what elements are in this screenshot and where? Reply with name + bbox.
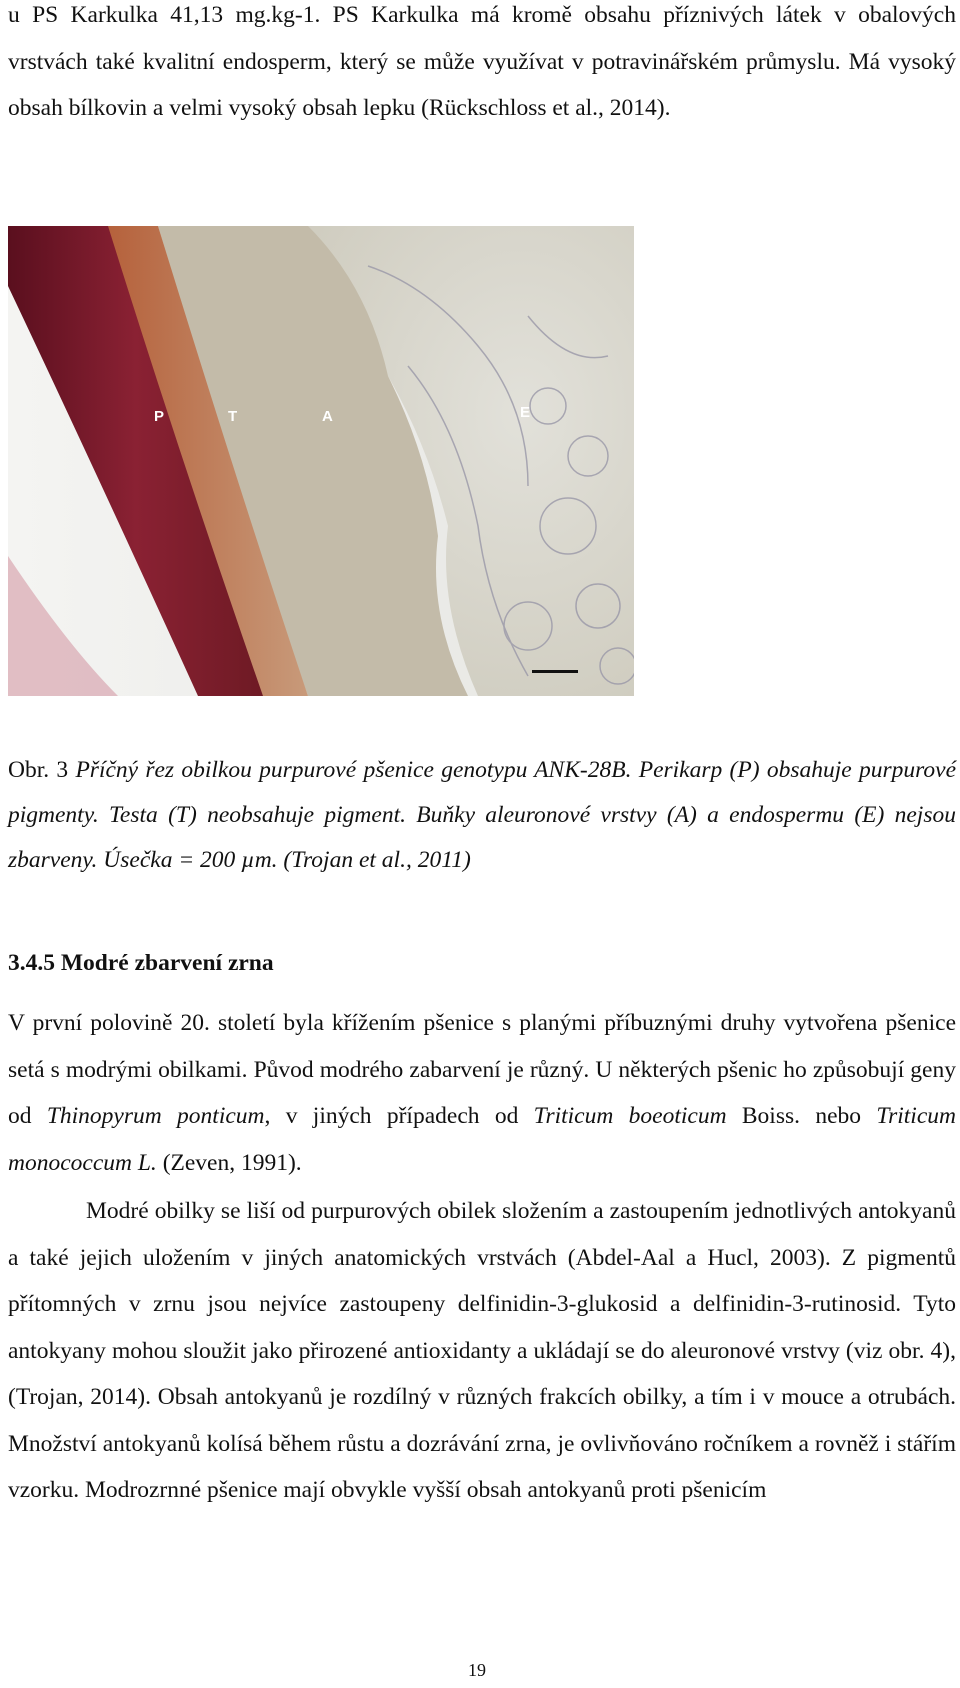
- label-e: E: [520, 404, 531, 421]
- page-number: 19: [468, 1660, 486, 1680]
- top-paragraph: u PS Karkulka 41,13 mg.kg-1. PS Karkulka má kromě obsahu příznivých látek v obalových vrstvách také kvalitní endosperm, který se může využívat v potravinářském průmyslu. Má vysoký obsah bílkovin a velmi vysoký obsah lepku (Rückschloss et al., 2014).: [8, 2, 956, 121]
- body-paragraph-2: Modré obilky se liší od purpurových obilek složením a zastoupením jednotlivých antokyanů a také jejich uložením v jiných anatomických vrstvách (Abdel-Aal a Hucl, 2003). Z pigmentů přítomných v zrnu jsou nejvíce zastoupeny delfinidin-3-glukosid a delfinidin-3-rutinosid. Tyto antokyany mohou sloužit jako přirozené antioxidanty a ukládají se do aleuronové vrstvy (viz obr. 4), (Trojan, 2014). Obsah antokyanů je rozdílný v různých frakcích obilky, a tím i v mouce a otrubách. Množství antokyanů kolísá během růstu a dozrávání zrna, je ovlivňováno ročníkem a rovněž i stářím vzorku. Modrozrnné pšenice mají obvykle vyšší obsah antokyanů proti pšenicím: [8, 1198, 956, 1503]
- body1-text-1: V první polovině 20. století byla křížením pšenice s planými příbuznými druhy vytvořena pšenice setá s modrými obilkami. Původ modrého zabarvení je různý. U některých pšenic ho způsobují geny od: [8, 1010, 956, 1129]
- body1-italic-3: Triticum monococcum L.: [8, 1103, 956, 1176]
- label-p: P: [154, 408, 165, 425]
- body1-text-4: (Zeven, 1991).: [156, 1149, 302, 1176]
- body-paragraph-1: [8, 1000, 956, 1186]
- section-heading: 3.4.5 Modré zbarvení zrna: [8, 950, 274, 976]
- micrograph-figure: [8, 226, 634, 696]
- caption-prefix: Obr. 3: [8, 757, 76, 783]
- label-a: A: [322, 408, 333, 425]
- document-page: [8, 0, 956, 1688]
- body1-text-2: , v jiných případech od: [264, 1103, 534, 1129]
- body1-italic-1: Thinopyrum ponticum: [46, 1103, 265, 1129]
- caption-text: Příčný řez obilkou purpurové pšenice genotypu ANK-28B. Perikarp (P) obsahuje purpurové pigmenty. Testa (T) neobsahuje pigment. Buňky aleuronové vrstvy (A) a endospermu (E) nejsou zbarveny. Úsečka = 200 µm. (Trojan et al., 2011): [8, 757, 956, 873]
- micrograph-image: [8, 226, 634, 696]
- body1-text-3: Boiss. nebo: [726, 1103, 877, 1129]
- figure-caption: [8, 748, 956, 883]
- body1-italic-2: Triticum boeoticum: [533, 1103, 727, 1129]
- label-t: T: [228, 408, 238, 425]
